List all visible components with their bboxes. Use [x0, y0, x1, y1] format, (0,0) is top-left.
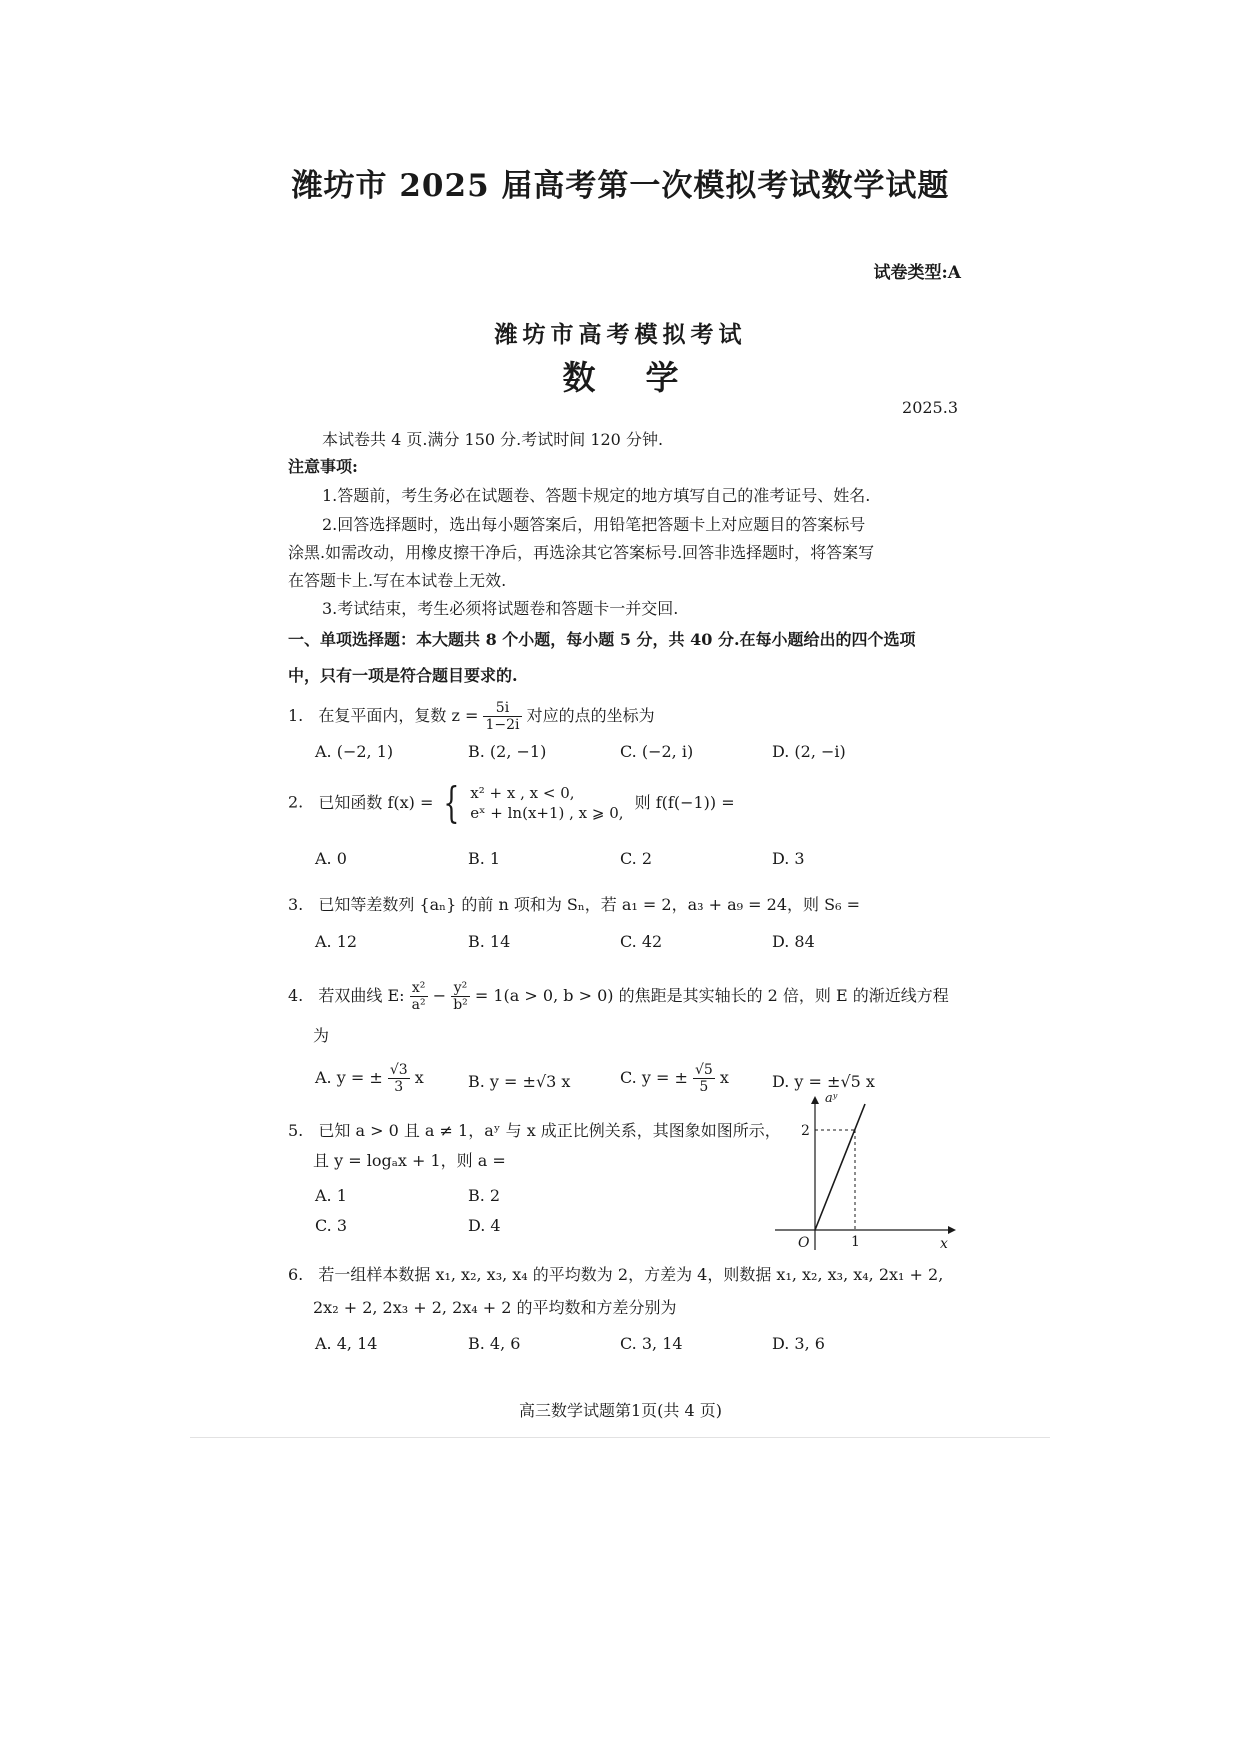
- case-2: eˣ + ln(x+1) , x ⩾ 0,: [470, 804, 624, 822]
- q1-option-a: A. (−2, 1): [315, 742, 394, 761]
- fraction-denominator: 1−2i: [485, 717, 520, 733]
- fraction-numerator: x²: [410, 980, 428, 997]
- option-prefix: C. y = ±: [620, 1068, 688, 1087]
- question-6: [288, 1265, 943, 1285]
- note-2-line-3: 在答题卡上.写在本试卷上无效.: [288, 571, 507, 590]
- q3-option-a: A. 12: [315, 932, 358, 951]
- piecewise-cases: [470, 783, 623, 823]
- question-4-stem-before: 若双曲线 E:: [318, 986, 405, 1005]
- q4-option-c: [620, 1062, 729, 1095]
- question-6-stem-line-2: 2x₂ + 2, 2x₃ + 2, 2x₄ + 2 的平均数和方差分别为: [313, 1298, 677, 1317]
- q2-option-d: D. 3: [772, 849, 805, 868]
- fraction-denominator: b²: [453, 997, 468, 1013]
- q3-option-d: D. 84: [772, 932, 815, 951]
- fraction-denominator: a²: [411, 997, 426, 1013]
- question-1-stem-after: 对应的点的坐标为: [526, 706, 655, 725]
- question-4-line-2: 为: [313, 1026, 330, 1045]
- q4-option-b: B. y = ±√3 x: [468, 1072, 571, 1091]
- question-2-stem-before: 已知函数 f(x) =: [318, 793, 434, 812]
- x-axis-arrow-icon: [948, 1226, 956, 1234]
- q5-option-c: C. 3: [315, 1216, 348, 1235]
- page-footer: 高三数学试题第1页(共 4 页): [518, 1401, 723, 1420]
- question-number: 3.: [288, 895, 304, 914]
- minus-sign: −: [432, 986, 447, 1005]
- q2-option-b: B. 1: [468, 849, 501, 868]
- question-4: [288, 980, 949, 1013]
- note-1: 1.答题前，考生务必在试题卷、答题卡规定的地方填写自己的准考证号、姓名.: [322, 486, 871, 505]
- option-prefix: A. y = ±: [315, 1068, 383, 1087]
- q2-option-c: C. 2: [620, 849, 653, 868]
- question-2-stem-after: 则 f(f(−1)) =: [634, 793, 735, 812]
- question-5: [288, 1121, 781, 1141]
- q5-option-b: B. 2: [468, 1186, 501, 1205]
- y-axis-arrow-icon: [811, 1096, 819, 1104]
- question-number: 5.: [288, 1121, 304, 1140]
- q2-option-a: A. 0: [315, 849, 347, 868]
- fraction: [693, 1062, 715, 1095]
- q6-option-c: C. 3, 14: [620, 1334, 683, 1353]
- fraction-numerator: y²: [451, 980, 470, 997]
- q5-option-a: A. 1: [315, 1186, 347, 1205]
- fraction-numerator: √5: [694, 1062, 713, 1078]
- fraction-numerator: 5i: [483, 700, 521, 717]
- question-1: [288, 700, 655, 733]
- notes-heading: 注意事项:: [288, 457, 358, 476]
- fraction: [451, 980, 470, 1013]
- y-axis-label: aʸ: [825, 1091, 838, 1106]
- q5-graph: [770, 1090, 960, 1255]
- question-number: 4.: [288, 986, 304, 1005]
- question-5-stem-line-1: 已知 a > 0 且 a ≠ 1，aʸ 与 x 成正比例关系，其图象如图所示，: [318, 1121, 781, 1140]
- fraction: [410, 980, 428, 1013]
- paper-summary: 本试卷共 4 页.满分 150 分.考试时间 120 分钟.: [322, 430, 664, 449]
- y-tick-label: 2: [801, 1123, 810, 1139]
- q4-option-d: D. y = ±√5 x: [772, 1072, 875, 1091]
- section-1-heading-line-2: 中，只有一项是符合题目要求的.: [288, 666, 518, 685]
- question-number: 6.: [288, 1265, 304, 1284]
- question-3: [288, 895, 860, 915]
- exam-name: 潍坊市高考模拟考试: [494, 321, 747, 348]
- x-tick-label: 1: [851, 1234, 860, 1250]
- option-suffix: x: [719, 1068, 729, 1087]
- q3-option-b: B. 14: [468, 932, 511, 951]
- q5-option-d: D. 4: [468, 1216, 501, 1235]
- fraction: [388, 1062, 410, 1095]
- q4-option-a: [315, 1062, 424, 1095]
- fraction-numerator: √3: [389, 1062, 408, 1078]
- note-3: 3.考试结束，考生必须将试题卷和答题卡一并交回.: [322, 599, 679, 618]
- fraction-denominator: 5: [699, 1079, 709, 1095]
- note-2-line-2: 涂黑.如需改动，用橡皮擦干净后，再选涂其它答案标号.回答非选择题时，将答案写: [288, 543, 875, 562]
- note-2-line-1: 2.回答选择题时，选出每小题答案后，用铅笔把答题卡上对应题目的答案标号: [322, 515, 866, 534]
- x-axis-label: x: [940, 1236, 948, 1252]
- fraction-denominator: 3: [394, 1079, 404, 1095]
- question-number: 1.: [288, 706, 304, 725]
- proportional-line: [815, 1104, 865, 1230]
- page-bottom-divider: [190, 1437, 1050, 1438]
- q6-option-a: A. 4, 14: [315, 1334, 378, 1353]
- q6-option-d: D. 3, 6: [772, 1334, 825, 1353]
- q3-option-c: C. 42: [620, 932, 663, 951]
- question-4-stem-after: = 1(a > 0, b > 0) 的焦距是其实轴长的 2 倍，则 E 的渐近线方程: [474, 986, 949, 1005]
- question-number: 2.: [288, 792, 304, 812]
- exam-date: 2025.3: [902, 398, 958, 417]
- q1-option-d: D. (2, −i): [772, 742, 846, 761]
- q1-option-b: B. (2, −1): [468, 742, 547, 761]
- subject-title: 数学: [562, 358, 729, 397]
- main-title: 潍坊市 2025 届高考第一次模拟考试数学试题: [291, 168, 950, 204]
- question-3-stem: 已知等差数列 {aₙ} 的前 n 项和为 Sₙ，若 a₁ = 2，a₃ + a₉ = 24，则 S₆ =: [318, 895, 860, 914]
- brace-symbol: {: [443, 778, 460, 827]
- paper-type: 试卷类型:A: [873, 263, 961, 283]
- case-1: x² + x , x < 0,: [470, 784, 575, 802]
- fraction: [483, 700, 521, 733]
- question-2: [288, 778, 735, 827]
- question-6-stem-line-1: 若一组样本数据 x₁, x₂, x₃, x₄ 的平均数为 2，方差为 4，则数据 x₁, x₂, x₃, x₄, 2x₁ + 2,: [318, 1265, 944, 1284]
- section-1-heading-line-1: 一、单项选择题：本大题共 8 个小题，每小题 5 分，共 40 分.在每小题给出的四个选项: [288, 630, 916, 649]
- question-1-stem-before: 在复平面内，复数 z =: [318, 706, 479, 725]
- option-suffix: x: [414, 1068, 424, 1087]
- q6-option-b: B. 4, 6: [468, 1334, 521, 1353]
- q1-option-c: C. (−2, i): [620, 742, 694, 761]
- question-5-stem-line-2: 且 y = logₐx + 1，则 a =: [313, 1151, 506, 1170]
- origin-label: O: [798, 1235, 810, 1251]
